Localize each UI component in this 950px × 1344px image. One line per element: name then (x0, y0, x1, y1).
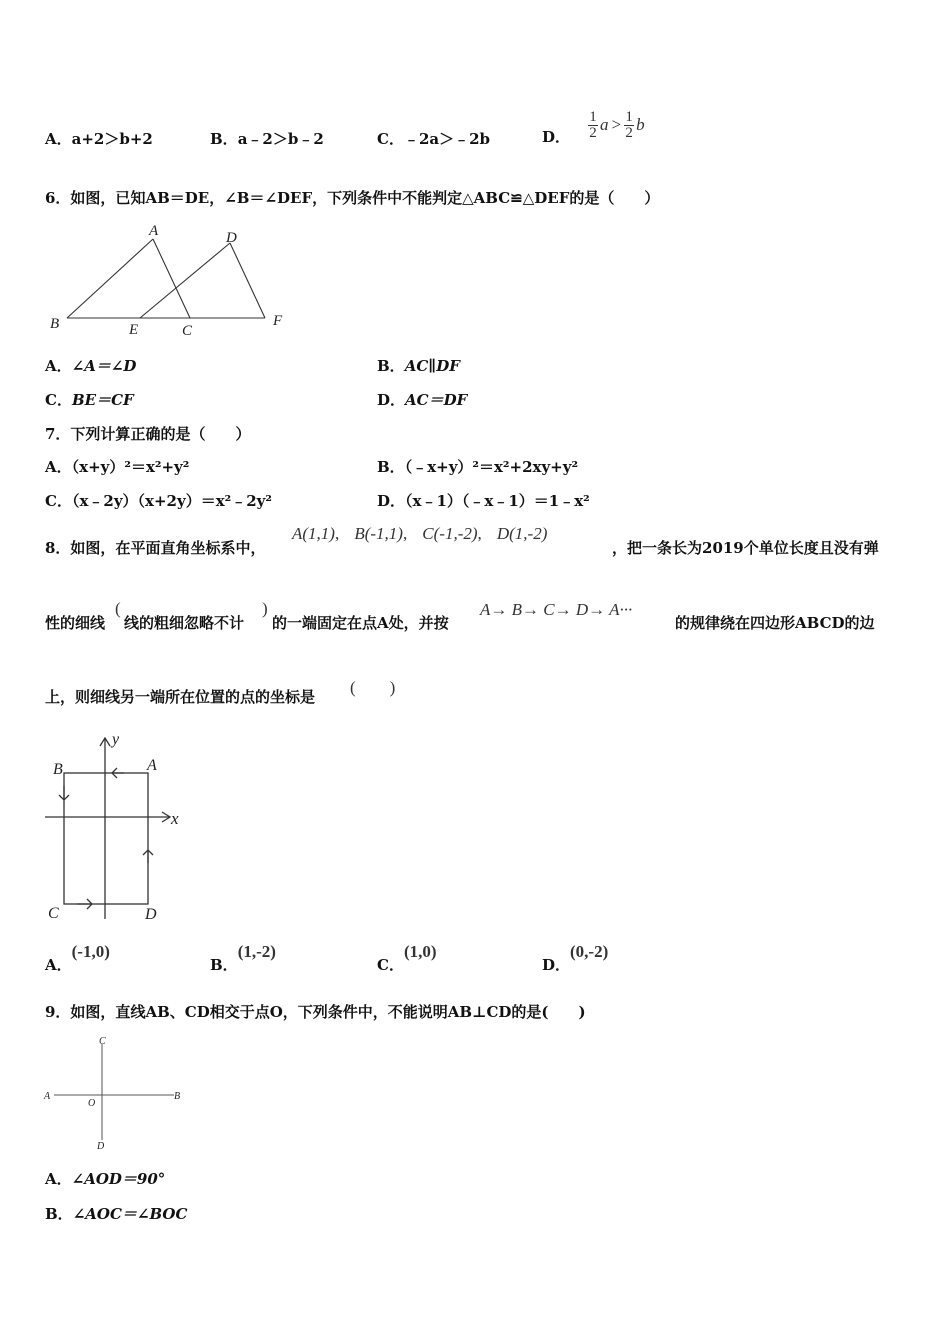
label-c: C (182, 323, 193, 339)
q9-option-b[interactable]: B．∠AOC＝∠BOC (45, 1205, 188, 1223)
q5-option-c[interactable]: C．﹣2a＞﹣2b (377, 130, 491, 148)
q8-line3: 上，则细线另一端所在位置的点的坐标是 (45, 688, 316, 706)
q7-stem: 7．下列计算正确的是（ ） (45, 425, 251, 443)
paren-open: ( (115, 599, 121, 618)
q8-line2-mid: 的一端固定在点A处，并按 (272, 614, 449, 632)
label-f: F (273, 313, 283, 329)
q6-stem: 6．如图，已知AB＝DE，∠B＝∠DEF，下列条件中不能判定△ABC≌△DEF的是（ ） (45, 189, 660, 207)
q7-option-c[interactable]: C．（x﹣2y）（x+2y）＝x²﹣2y² (45, 492, 272, 510)
label-e: E (129, 322, 139, 338)
q8-path: A→ B→ C→ D→ A··· (480, 600, 633, 619)
point-b: B(-1,1) (354, 524, 403, 543)
q8-answer-paren: ( ) (350, 678, 396, 697)
q7-option-d[interactable]: D．（x﹣1）（﹣x﹣1）＝1﹣x² (377, 492, 590, 510)
line-ba (67, 239, 153, 318)
q5-option-a[interactable]: A．a+2＞b+2 (45, 130, 153, 148)
q8-line1-suffix: ，把一条长为2019个单位长度且没有弹 (612, 539, 879, 557)
label-b: B (174, 1091, 181, 1102)
q6-option-b[interactable]: B．AC∥DF (377, 357, 460, 375)
q8-points: A(1,1), B(-1,1), C(-1,-2), D(1,-2) (292, 524, 548, 543)
fraction-half: $\frac{1}{2}$ (589, 108, 597, 141)
q7-option-b[interactable]: B．（﹣x+y）²＝x²+2xy+y² (377, 458, 579, 476)
q6-option-a[interactable]: A．∠A＝∠D (45, 357, 137, 375)
point-a: A(1,1) (292, 524, 335, 543)
label-d: D (226, 230, 237, 246)
q5-option-d[interactable]: D． $\frac{1}{2}$ a > $\frac{1}{2}$ b (542, 108, 645, 146)
q8-line2-prefix: 性的细线 (45, 614, 106, 632)
line-df (230, 243, 265, 318)
label-y: y (112, 731, 120, 748)
q9-perpendicular-figure (42, 1032, 187, 1154)
rectangle-abcd (64, 773, 148, 904)
q7-option-a[interactable]: A．（x+y）²＝x²+y² (45, 458, 190, 476)
q8-option-a[interactable]: A．(-1,0) (45, 942, 110, 974)
point-c: C(-1,-2) (422, 524, 478, 543)
label-a: A (44, 1091, 51, 1102)
q8-option-d[interactable]: D．(0,-2) (542, 942, 609, 974)
fraction-half-2: $\frac{1}{2}$ (625, 108, 633, 141)
q9-stem: 9．如图，直线AB、CD相交于点O，下列条件中，不能说明AB⊥CD的是( ) (45, 1003, 586, 1021)
label-a: A (147, 757, 157, 774)
q8-line2-paren: 线的粗细忽略不计 (124, 614, 245, 632)
label-b: B (53, 761, 63, 778)
q8-coordinate-figure (42, 728, 192, 928)
line-ac (153, 239, 190, 318)
label-b: B (50, 316, 60, 332)
label-x: x (171, 809, 179, 828)
q6-option-c[interactable]: C．BE＝CF (45, 391, 134, 409)
q8-line2-suffix: 的规律绕在四边形ABCD的边 (675, 614, 875, 632)
label-d: D (97, 1141, 105, 1152)
q8-line1-prefix: 8．如图，在平面直角坐标系中， (45, 539, 266, 557)
paren-close: ) (262, 599, 268, 618)
q6-option-d[interactable]: D．AC＝DF (377, 391, 468, 409)
label-o: O (88, 1098, 96, 1109)
label-d: D (145, 906, 157, 923)
q6-triangle-figure (45, 222, 295, 340)
q5-option-b[interactable]: B．a﹣2＞b﹣2 (210, 130, 324, 148)
q8-option-b[interactable]: B．(1,-2) (210, 942, 276, 974)
label-c: C (99, 1036, 106, 1047)
label-c: C (48, 905, 59, 922)
q9-option-a[interactable]: A．∠AOD＝90° (45, 1170, 166, 1188)
point-d: D(1,-2) (496, 524, 548, 543)
q8-option-c[interactable]: C．(1,0) (377, 942, 437, 974)
label-a: A (149, 223, 159, 239)
